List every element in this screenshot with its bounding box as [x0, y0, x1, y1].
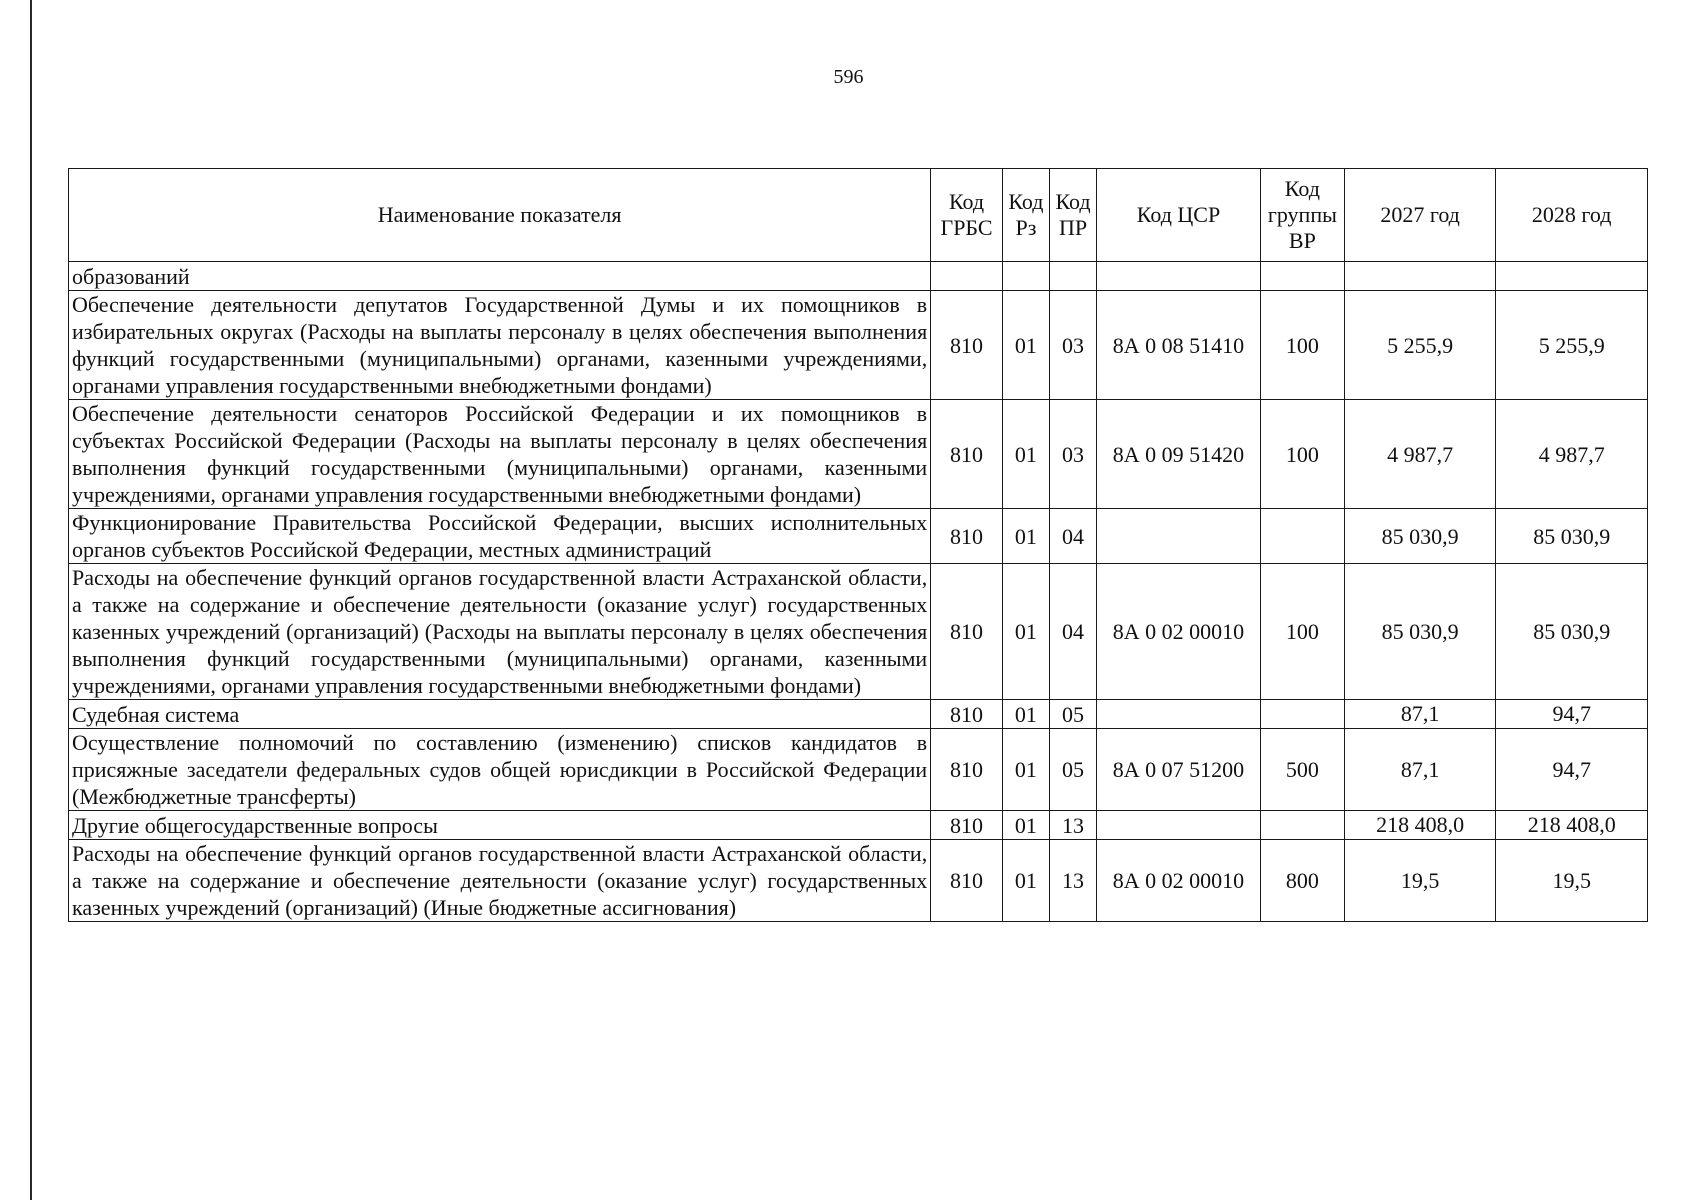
header-year-2028: 2028 год — [1496, 169, 1648, 262]
cell-2028: 94,7 — [1496, 729, 1648, 811]
header-pr: Код ПР — [1049, 169, 1096, 262]
table-row — [69, 291, 1648, 400]
cell-pr: 13 — [1049, 840, 1096, 922]
cell-2027: 87,1 — [1344, 729, 1496, 811]
cell-csr — [1097, 509, 1261, 564]
header-csr: Код ЦСР — [1097, 169, 1261, 262]
cell-2028: 94,7 — [1496, 700, 1648, 729]
cell-2027: 85 030,9 — [1344, 564, 1496, 700]
cell-rz: 01 — [1002, 564, 1049, 700]
cell-pr — [1049, 262, 1096, 291]
table-row — [69, 400, 1648, 509]
cell-name: Расходы на обеспечение функций органов государственной власти Астраханской области, а также на содержание и обеспечение деятельности (оказание услуг) государственных казенных учреждений (организаций) (Иные бюджетные ассигнования) — [69, 840, 931, 922]
cell-2028 — [1496, 262, 1648, 291]
cell-name: Другие общегосударственные вопросы — [69, 811, 931, 840]
cell-2027: 87,1 — [1344, 700, 1496, 729]
cell-rz: 01 — [1002, 400, 1049, 509]
cell-grbs: 810 — [931, 700, 1003, 729]
cell-2028: 4 987,7 — [1496, 400, 1648, 509]
cell-2027: 5 255,9 — [1344, 291, 1496, 400]
cell-csr: 8А 0 09 51420 — [1097, 400, 1261, 509]
header-grbs: Код ГРБС — [931, 169, 1003, 262]
cell-vr: 100 — [1260, 291, 1344, 400]
cell-2028: 19,5 — [1496, 840, 1648, 922]
cell-vr — [1260, 509, 1344, 564]
cell-rz: 01 — [1002, 700, 1049, 729]
cell-name: Обеспечение деятельности депутатов Государственной Думы и их помощников в избирательных округах (Расходы на выплаты персоналу в целях обеспечения выполнения функций государственными (муниципальными) органами, казенными учреждениями, органами управления государственными внебюджетными фондами) — [69, 291, 931, 400]
header-vr: Код группы ВР — [1260, 169, 1344, 262]
header-name: Наименование показателя — [69, 169, 931, 262]
cell-csr: 8А 0 08 51410 — [1097, 291, 1261, 400]
cell-vr: 100 — [1260, 564, 1344, 700]
cell-name: Осуществление полномочий по составлению (изменению) списков кандидатов в присяжные заседатели федеральных судов общей юрисдикции в Российской Федерации (Межбюджетные трансферты) — [69, 729, 931, 811]
table-row — [69, 509, 1648, 564]
table-row — [69, 262, 1648, 291]
cell-vr: 800 — [1260, 840, 1344, 922]
table-row — [69, 564, 1648, 700]
cell-name: образований — [69, 262, 931, 291]
cell-csr — [1097, 262, 1261, 291]
cell-vr — [1260, 811, 1344, 840]
table-row — [69, 840, 1648, 922]
cell-vr — [1260, 262, 1344, 291]
table-row — [69, 811, 1648, 840]
cell-rz: 01 — [1002, 840, 1049, 922]
cell-grbs: 810 — [931, 729, 1003, 811]
cell-name: Функционирование Правительства Российской Федерации, высших исполнительных органов субъектов Российской Федерации, местных администраций — [69, 509, 931, 564]
cell-grbs — [931, 262, 1003, 291]
cell-rz: 01 — [1002, 729, 1049, 811]
page-number: 596 — [833, 66, 864, 88]
cell-csr: 8А 0 02 00010 — [1097, 840, 1261, 922]
cell-pr: 13 — [1049, 811, 1096, 840]
table-row — [69, 729, 1648, 811]
header-year-2027: 2027 год — [1344, 169, 1496, 262]
cell-pr: 03 — [1049, 291, 1096, 400]
table-row — [69, 700, 1648, 729]
cell-2028: 5 255,9 — [1496, 291, 1648, 400]
cell-rz: 01 — [1002, 811, 1049, 840]
cell-2028: 85 030,9 — [1496, 509, 1648, 564]
table-header-row — [69, 169, 1648, 262]
cell-pr: 03 — [1049, 400, 1096, 509]
cell-vr: 100 — [1260, 400, 1344, 509]
cell-csr: 8А 0 07 51200 — [1097, 729, 1261, 811]
cell-grbs: 810 — [931, 400, 1003, 509]
cell-grbs: 810 — [931, 564, 1003, 700]
header-rz: Код Рз — [1002, 169, 1049, 262]
cell-rz: 01 — [1002, 509, 1049, 564]
cell-grbs: 810 — [931, 811, 1003, 840]
binding-margin-line — [30, 0, 32, 1200]
cell-pr: 05 — [1049, 729, 1096, 811]
cell-grbs: 810 — [931, 291, 1003, 400]
cell-name: Судебная система — [69, 700, 931, 729]
cell-vr — [1260, 700, 1344, 729]
cell-2027: 19,5 — [1344, 840, 1496, 922]
cell-name: Обеспечение деятельности сенаторов Российской Федерации и их помощников в субъектах Российской Федерации (Расходы на выплаты персоналу в целях обеспечения выполнения функций государственными (муниципальными) органами, казенными учреждениями, органами управления государственными внебюджетными фондами) — [69, 400, 931, 509]
cell-2027 — [1344, 262, 1496, 291]
cell-vr: 500 — [1260, 729, 1344, 811]
cell-grbs: 810 — [931, 509, 1003, 564]
cell-csr — [1097, 700, 1261, 729]
budget-table — [68, 168, 1648, 922]
cell-2028: 218 408,0 — [1496, 811, 1648, 840]
cell-rz: 01 — [1002, 291, 1049, 400]
cell-name: Расходы на обеспечение функций органов государственной власти Астраханской области, а также на содержание и обеспечение деятельности (оказание услуг) государственных казенных учреждений (организаций) (Расходы на выплаты персоналу в целях обеспечения выполнения функций государственными (муниципальными) органами, казенными учреждениями, органами управления государственными внебюджетными фондами) — [69, 564, 931, 700]
cell-pr: 04 — [1049, 564, 1096, 700]
cell-2027: 218 408,0 — [1344, 811, 1496, 840]
cell-grbs: 810 — [931, 840, 1003, 922]
cell-2028: 85 030,9 — [1496, 564, 1648, 700]
cell-csr — [1097, 811, 1261, 840]
cell-csr: 8А 0 02 00010 — [1097, 564, 1261, 700]
cell-2027: 4 987,7 — [1344, 400, 1496, 509]
cell-rz — [1002, 262, 1049, 291]
cell-pr: 05 — [1049, 700, 1096, 729]
cell-2027: 85 030,9 — [1344, 509, 1496, 564]
cell-pr: 04 — [1049, 509, 1096, 564]
